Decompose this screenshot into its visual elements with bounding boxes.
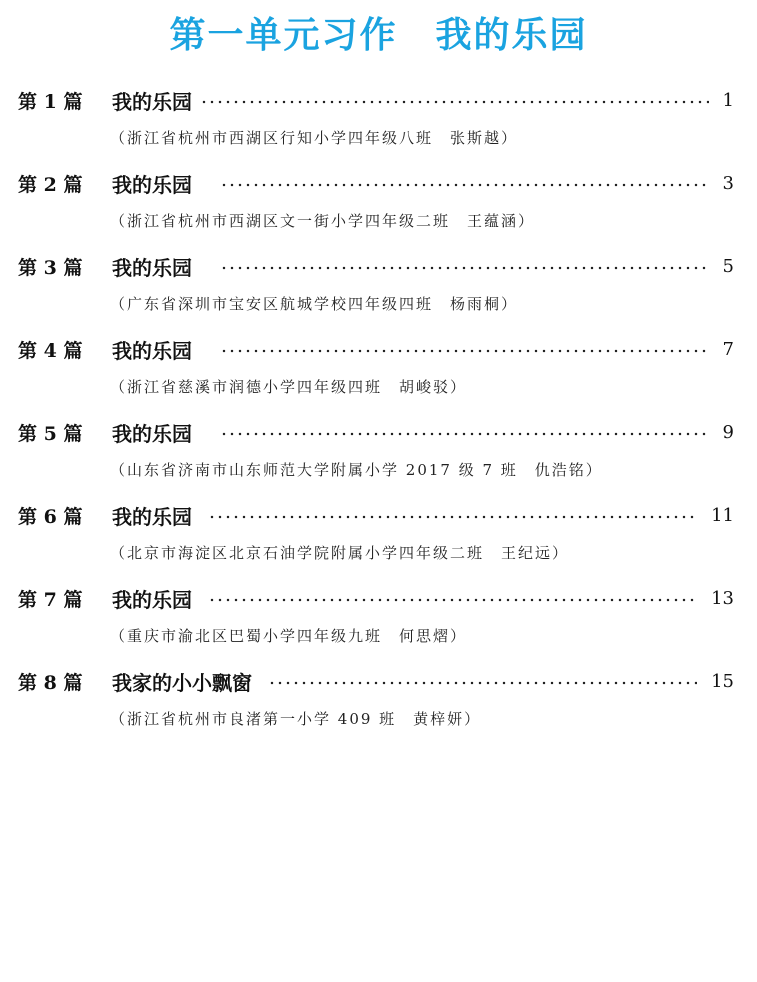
page-title: 第一单元习作 我的乐园 [169,15,588,56]
entry-page-number: 7 [722,338,734,360]
entry-title[interactable]: 我的乐园 [112,172,192,197]
entry-page-number: 13 [711,587,734,609]
toc-entry-line [18,584,734,612]
toc-entry-8[interactable] [0,661,757,744]
entry-number-label: 第 6 篇 [18,505,83,528]
toc-entry-2[interactable] [0,163,757,246]
entry-author: （广东省深圳市宝安区航城学校四年级四班 杨雨桐） [110,295,519,313]
toc-entry-line [18,86,734,114]
entry-page-number: 9 [722,421,734,443]
entry-author: （北京市海淀区北京石油学院附属小学四年级二班 王纪远） [110,544,570,562]
toc-entry-1[interactable] [0,80,757,163]
toc-entry-3[interactable] [0,246,757,329]
toc-entry-6[interactable] [0,495,757,578]
dot-leader [220,183,709,187]
entry-author: （浙江省慈溪市润德小学四年级四班 胡峻驳） [110,378,468,396]
entry-page-number: 5 [722,255,734,277]
entry-number-label: 第 5 篇 [18,422,83,445]
entry-number-label: 第 2 篇 [18,173,83,196]
entry-title[interactable]: 我家的小小飘窗 [112,670,252,695]
entry-title[interactable]: 我的乐园 [112,89,192,114]
toc-entry-line [18,418,734,446]
entry-page-number: 15 [711,670,734,692]
entry-number-label: 第 1 篇 [18,90,83,113]
toc-entry-line [18,169,734,197]
entry-page-number: 3 [722,172,734,194]
entry-author: （浙江省杭州市西湖区行知小学四年级八班 张斯越） [110,129,519,147]
entry-author: （重庆市渝北区巴蜀小学四年级九班 何思熠） [110,627,468,645]
entry-number-label: 第 8 篇 [18,671,83,694]
entry-page-number: 11 [711,504,734,526]
toc-entry-line [18,335,734,363]
dot-leader [208,598,697,602]
entry-title[interactable]: 我的乐园 [112,421,192,446]
entry-number-label: 第 7 篇 [18,588,83,611]
entry-number-label: 第 3 篇 [18,256,83,279]
dot-leader [220,432,709,436]
toc-entry-4[interactable] [0,329,757,412]
entry-number-label: 第 4 篇 [18,339,83,362]
table-of-contents [0,80,757,744]
toc-entry-line [18,501,734,529]
entry-page-number: 1 [722,89,734,111]
dot-leader [220,349,709,353]
toc-entry-7[interactable] [0,578,757,661]
toc-entry-5[interactable] [0,412,757,495]
dot-leader [220,266,709,270]
dot-leader [208,515,697,519]
entry-author: （浙江省杭州市西湖区文一街小学四年级二班 王蕴涵） [110,212,536,230]
entry-title[interactable]: 我的乐园 [112,587,192,612]
toc-entry-line [18,252,734,280]
entry-title[interactable]: 我的乐园 [112,338,192,363]
entry-title[interactable]: 我的乐园 [112,255,192,280]
entry-title[interactable]: 我的乐园 [112,504,192,529]
entry-author: （浙江省杭州市良渚第一小学 409 班 黄梓妍） [110,710,482,728]
dot-leader [268,681,697,685]
dot-leader [200,100,709,104]
entry-author: （山东省济南市山东师范大学附属小学 2017 级 7 班 仇浩铭） [110,461,603,479]
toc-entry-line [18,667,734,695]
